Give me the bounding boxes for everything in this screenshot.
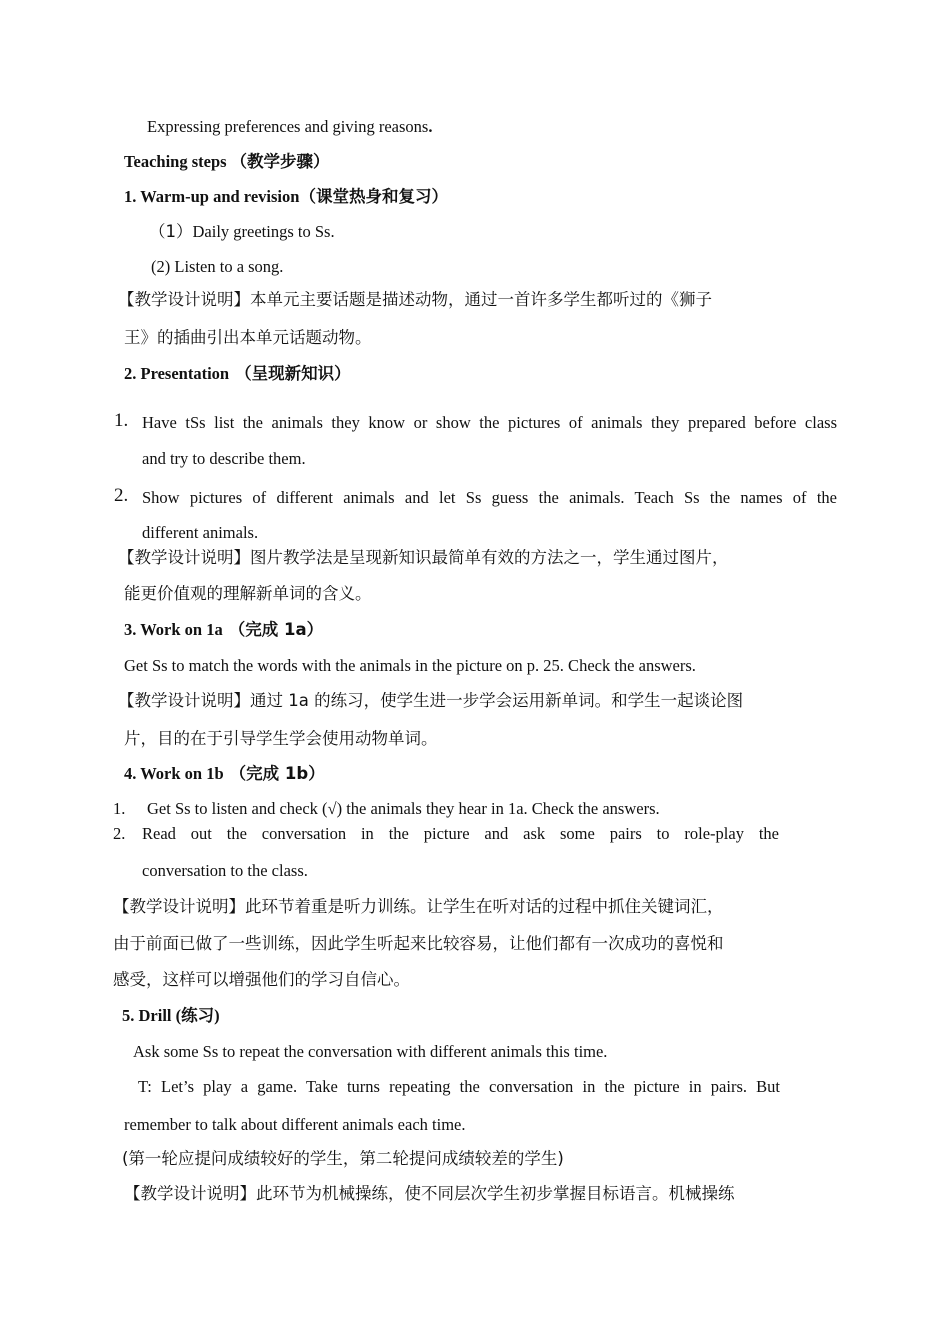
- drill-line-2: T: Let’s play a game. Take turns repeating the conversation in the picture in pairs. But: [138, 1077, 780, 1096]
- presentation-note-line-1: 【教学设计说明】图片教学法是呈现新知识最简单有效的方法之一，学生通过图片，: [118, 548, 729, 567]
- drill-heading: 5. Drill (练习): [122, 1006, 220, 1025]
- drill-line-1: Ask some Ss to repeat the conversation with different animals this time.: [133, 1042, 608, 1061]
- presentation-item-1-line-1: Have tSs list the animals they know or show the pictures of animals they prepared before class: [142, 413, 838, 432]
- work-1a-note-line-2: 片，目的在于引导学生学会使用动物单词。: [124, 729, 438, 748]
- drill-note-paren: (第一轮应提问成绩较好的学生，第二轮提问成绩较差的学生): [122, 1149, 564, 1168]
- teaching-steps-heading: Teaching steps （教学步骤）: [124, 152, 330, 171]
- warmup-note-line-1: 【教学设计说明】本单元主要话题是描述动物，通过一首许多学生都听过的《狮子: [118, 290, 712, 309]
- work-1b-note-line-1: 【教学设计说明】此环节着重是听力训练。让学生在听对话的过程中抓住关键词汇，: [113, 897, 724, 916]
- work-1b-item-1: Get Ss to listen and check (√) the animals they hear in 1a. Check the answers.: [147, 799, 660, 818]
- presentation-item-2-line-1: Show pictures of different animals and let Ss guess the animals. Teach Ss the names of the: [142, 488, 837, 507]
- warmup-heading: 1. Warm-up and revision（课堂热身和复习）: [124, 187, 448, 206]
- work-1b-note-line-3: 感受，这样可以增强他们的学习自信心。: [113, 970, 410, 989]
- warmup-note-line-2: 王》的插曲引出本单元话题动物。: [124, 328, 372, 347]
- work-1b-heading: 4. Work on 1b （完成 1b）: [124, 764, 325, 783]
- work-1b-item-2-line-2: conversation to the class.: [142, 861, 308, 880]
- presentation-note-line-2: 能更价值观的理解新单词的含义。: [124, 584, 372, 603]
- drill-line-3: remember to talk about different animals each time.: [124, 1115, 466, 1134]
- warmup-item-2: (2) Listen to a song.: [151, 257, 284, 276]
- work-1b-item-2-number: 2.: [113, 824, 126, 843]
- intro-line: Expressing preferences and giving reasons.: [147, 117, 433, 136]
- presentation-item-1-number: 1.: [114, 410, 129, 431]
- work-1b-item-1-number: 1.: [113, 799, 126, 818]
- presentation-item-1-line-2: and try to describe them.: [142, 449, 306, 468]
- work-1a-note-line-1: 【教学设计说明】通过 1a 的练习，使学生进一步学会运用新单词。和学生一起谈论图: [118, 691, 744, 710]
- warmup-item-1: （1）Daily greetings to Ss.: [149, 222, 335, 241]
- presentation-heading: 2. Presentation （呈现新知识）: [124, 364, 351, 383]
- work-1a-heading: 3. Work on 1a （完成 1a）: [124, 620, 324, 639]
- work-1b-note-line-2: 由于前面已做了一些训练，因此学生听起来比较容易，让他们都有一次成功的喜悦和: [113, 934, 724, 953]
- presentation-item-2-line-2: different animals.: [142, 523, 259, 542]
- work-1b-item-2-line-1: Read out the conversation in the picture and ask some pairs to role-play the: [142, 824, 779, 843]
- work-1a-instruction: Get Ss to match the words with the animals in the picture on p. 25. Check the answers.: [124, 656, 696, 675]
- drill-note-line-1: 【教学设计说明】此环节为机械操练，使不同层次学生初步掌握目标语言。机械操练: [124, 1184, 735, 1203]
- presentation-item-2-number: 2.: [114, 485, 129, 506]
